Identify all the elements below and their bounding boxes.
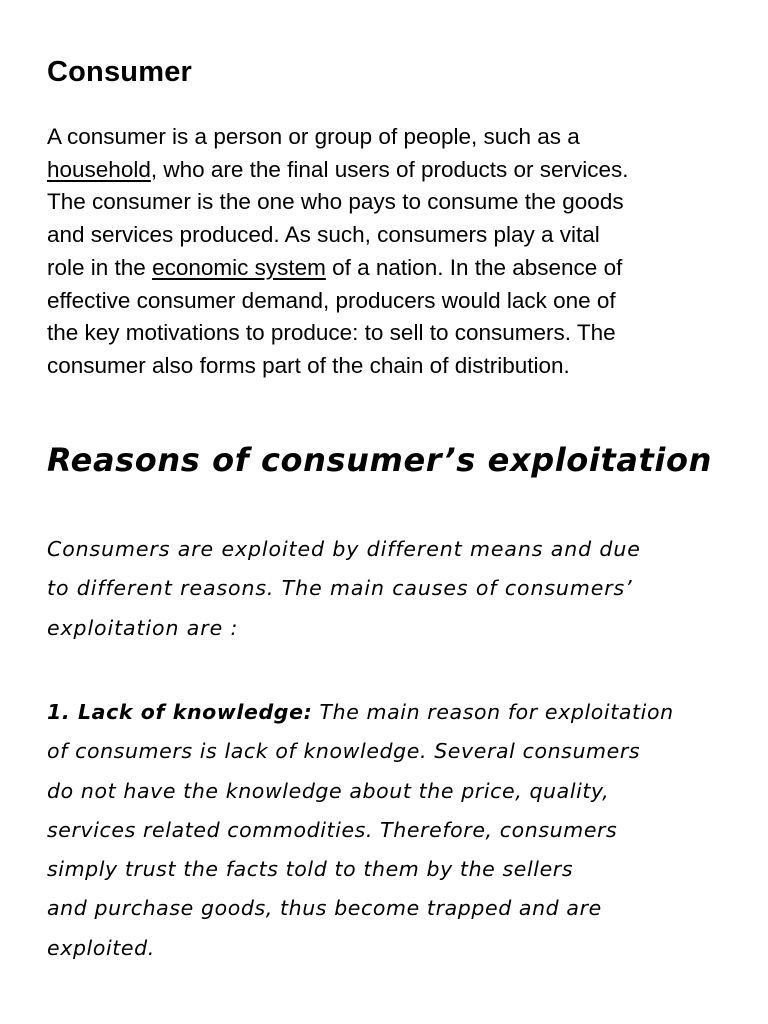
intro-line: to different reasons. The main causes of consumers’: [47, 576, 633, 601]
reason-line: services related commodities. Therefore, consumers: [47, 817, 618, 842]
reason-label: 1. Lack of knowledge:: [47, 700, 313, 724]
paragraph-line: A consumer is a person or group of people, such as a: [47, 124, 580, 149]
reason-line: of consumers is lack of knowledge. Several consumers: [47, 739, 641, 764]
household-link[interactable]: household: [47, 156, 151, 182]
intro-line: Consumers are exploited by different means and due: [47, 537, 641, 561]
paragraph-line: consumer also forms part of the chain of distribution.: [47, 352, 570, 378]
exploitation-intro-paragraph: [47, 530, 747, 648]
paragraph-line: the key motivations to produce: to sell to consumers. The: [47, 320, 616, 346]
paragraph-line: role in the economic system of a nation. In the absence of: [47, 254, 623, 280]
paragraph-line: effective consumer demand, producers would lack one of: [47, 287, 616, 313]
reason-line: 1. Lack of knowledge: The main reason for exploitation: [47, 700, 674, 724]
intro-line: exploitation are :: [47, 615, 239, 640]
reason-item-lack-of-knowledge: [47, 693, 747, 968]
paragraph-line: The consumer is the one who pays to consume the goods: [47, 189, 624, 215]
paragraph-line: household, who are the final users of products or services.: [47, 156, 629, 182]
reason-line: simply trust the facts told to them by the sellers: [47, 857, 574, 882]
exploitation-section-title: Reasons of consumer’s exploitation: [47, 441, 712, 479]
reason-line: do not have the knowledge about the price, quality,: [47, 778, 610, 803]
paragraph-line: and services produced. As such, consumers play a vital: [47, 222, 600, 248]
reason-line: and purchase goods, thus become trapped and are: [47, 896, 602, 921]
reason-line: exploited.: [47, 935, 155, 960]
economic-system-link[interactable]: economic system: [152, 254, 326, 280]
consumer-heading: Consumer: [47, 56, 193, 88]
consumer-definition-paragraph: [47, 121, 747, 383]
